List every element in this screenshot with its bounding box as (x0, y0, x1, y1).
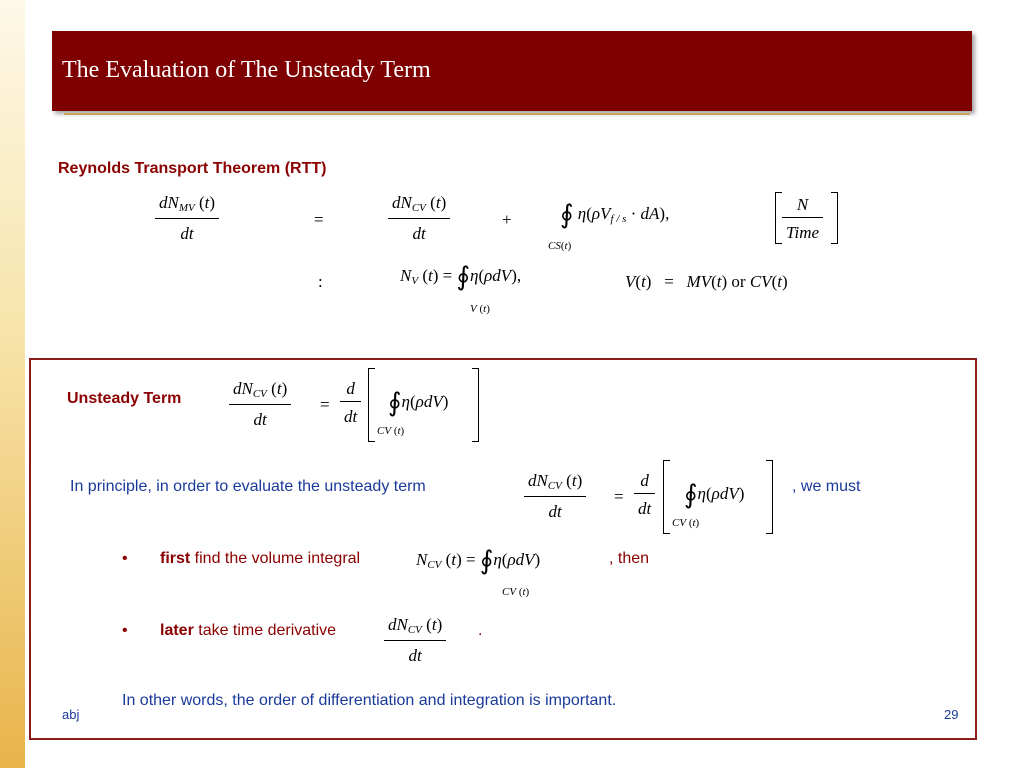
cv-limit-2: CV (t) (672, 517, 700, 529)
units-bracket-right (831, 192, 838, 244)
bullet-2-body: take time derivative (193, 622, 337, 639)
def-nv-integral: $N_V$ (t) = ∮η(ρdV), (400, 262, 522, 291)
unsteady-ddt: $\frac{d}{dt}$ (340, 380, 361, 425)
bullet-2-suffix: . (478, 622, 483, 639)
cv-limit-3: CV (t) (502, 586, 530, 598)
rtt-equals: = (314, 210, 324, 229)
unsteady-lhs: $\frac{dN_{CV} (t)}{dt}$ (229, 380, 291, 428)
bullet-2-derivative: $\frac{dN_{CV} (t)}{dt}$ (384, 616, 446, 664)
cv-limit-1: CV (t) (377, 425, 405, 437)
principle-text: In principle, in order to evaluate the unsteady term (70, 478, 426, 495)
principle-equals: = (614, 487, 624, 506)
decorative-side-bar (0, 0, 25, 768)
def-colon: : (318, 272, 323, 291)
conclusion-text: In other words, the order of differentiation and integration is important. (122, 692, 617, 709)
def-volume: V(t) = MV(t) or CV(t) (625, 272, 788, 291)
rtt-cv-term: $\frac{dN_{CV} (t)}{dt}$ (388, 194, 450, 242)
we-must-text: , we must (792, 478, 861, 495)
unsteady-integral: ∮η(ρdV) (388, 388, 449, 417)
units-fraction: $\frac{N}{\text{Time}}$ (782, 196, 823, 241)
cs-limit: CS(t) (548, 240, 572, 252)
rtt-heading: Reynolds Transport Theorem (RTT) (58, 160, 327, 177)
bullet-2-text (160, 622, 336, 640)
unsteady-bracket-left (368, 368, 375, 442)
principle-integral: ∮η(ρdV) (684, 480, 745, 509)
unsteady-equals: = (320, 395, 330, 414)
principle-lhs: $\frac{dN_{CV} (t)}{dt}$ (524, 472, 586, 520)
bullet-1-integral: $N_{CV}$ (t) = ∮η(ρdV) (416, 546, 541, 575)
footer-author: abj (62, 707, 80, 722)
title-underline (64, 113, 970, 115)
bullet-1-body: find the volume integral (190, 550, 361, 567)
principle-bracket-left (663, 460, 670, 534)
bullet-1-text (160, 550, 360, 568)
v-limit: V (t) (470, 303, 490, 315)
bullet-1-suffix: , then (609, 550, 650, 567)
bullet-2-marker: • (122, 622, 128, 639)
slide-title: The Evaluation of The Unsteady Term (62, 57, 431, 83)
unsteady-term-label: Unsteady Term (67, 390, 182, 407)
bullet-1-bold: first (160, 550, 191, 567)
rtt-lhs: $\frac{dN_{MV} (t)}{dt}$ (155, 194, 219, 242)
bullet-2-bold: later (160, 622, 194, 639)
units-bracket-left (775, 192, 782, 244)
bullet-1-marker: • (122, 550, 128, 567)
footer-page-number: 29 (944, 707, 959, 722)
principle-ddt: $\frac{d}{dt}$ (634, 472, 655, 517)
principle-bracket-right (766, 460, 773, 534)
rtt-cs-integral: ∮ $\eta(\rho V_{f / s} \cdot dA)$, (560, 200, 670, 229)
unsteady-bracket-right (472, 368, 479, 442)
rtt-plus: + (502, 210, 512, 229)
title-bar (52, 31, 972, 111)
